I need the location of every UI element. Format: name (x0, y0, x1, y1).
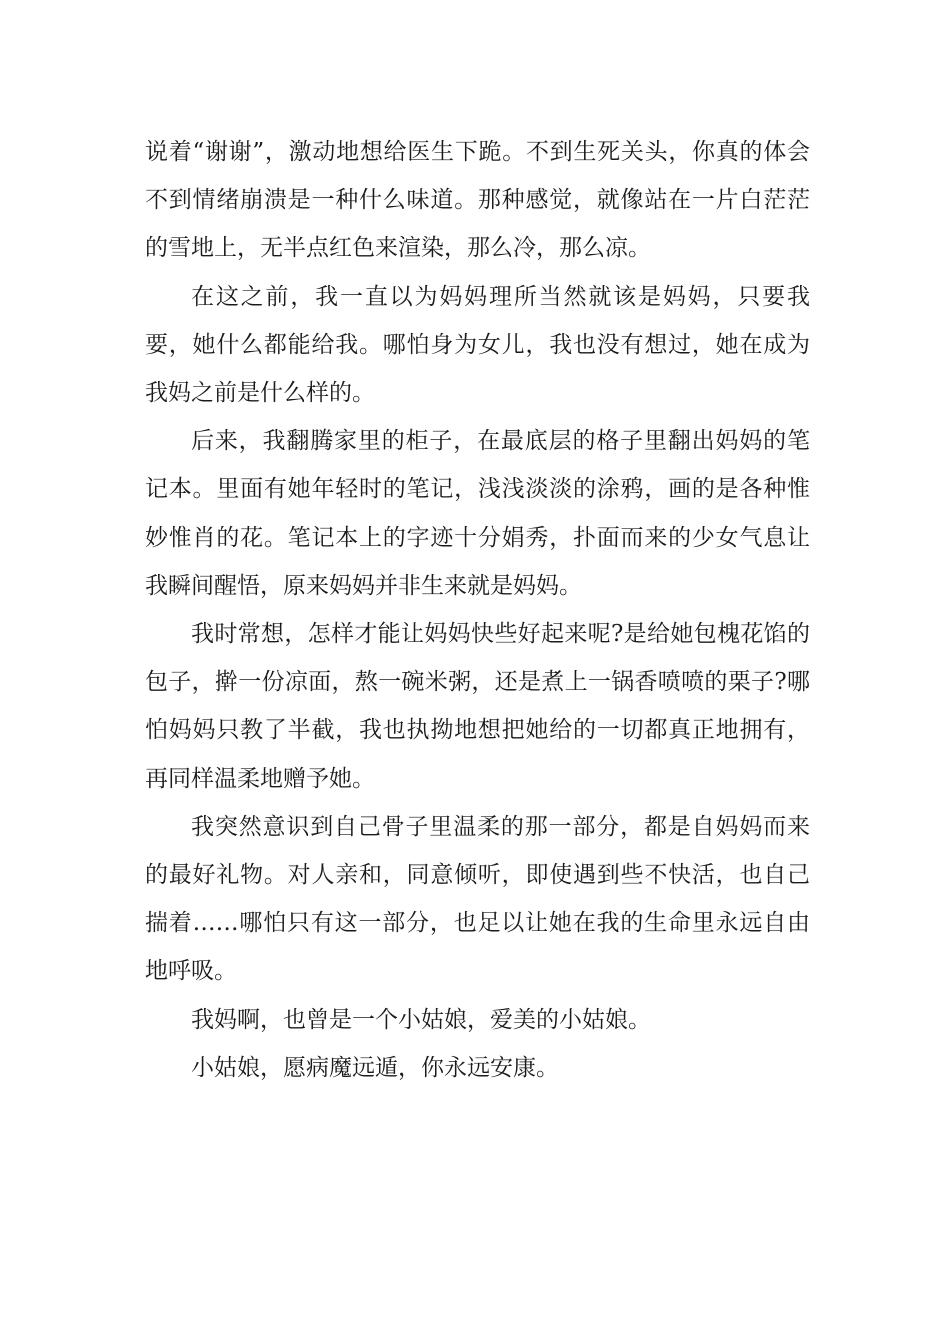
paragraph: 我突然意识到自己骨子里温柔的那一部分，都是自妈妈而来的最好礼物。对人亲和，同意倾听，即使遇到些不快活，也自己揣着……哪怕只有这一部分，也足以让她在我的生命里永远自由地呼吸。 (145, 813, 810, 985)
paragraph: 我时常想，怎样才能让妈妈快些好起来呢?是给她包槐花馅的包子，擀一份凉面，熬一碗米粥，还是煮上一锅香喷喷的栗子?哪怕妈妈只教了半截，我也执拗地想把她给的一切都真正地拥有，再同样温柔地赠予她。 (145, 621, 810, 792)
paragraph: 我妈啊，也曾是一个小姑娘，爱美的小姑娘。 (191, 1006, 651, 1033)
paragraph: 在这之前，我一直以为妈妈理所当然就该是妈妈，只要我要，她什么都能给我。哪怕身为女儿，我也没有想过，她在成为我妈之前是什么样的。 (145, 283, 810, 407)
paragraph-continued: 说着“谢谢”，激动地想给医生下跪。不到生死关头，你真的体会不到情绪崩溃是一种什么味道。那种感觉，就像站在一片白茫茫的雪地上，无半点红色来渲染，那么冷，那么凉。 (145, 139, 810, 262)
paragraph: 小姑娘，愿病魔远遁，你永远安康。 (191, 1054, 559, 1081)
paragraph: 后来，我翻腾家里的柜子，在最底层的格子里翻出妈妈的笔记本。里面有她年轻时的笔记，浅浅淡淡的涂鸦，画的是各种惟妙惟肖的花。笔记本上的字迹十分娟秀，扑面而来的少女气息让我瞬间醒悟，原来妈妈并非生来就是妈妈。 (145, 428, 810, 599)
document-body (145, 128, 810, 1092)
